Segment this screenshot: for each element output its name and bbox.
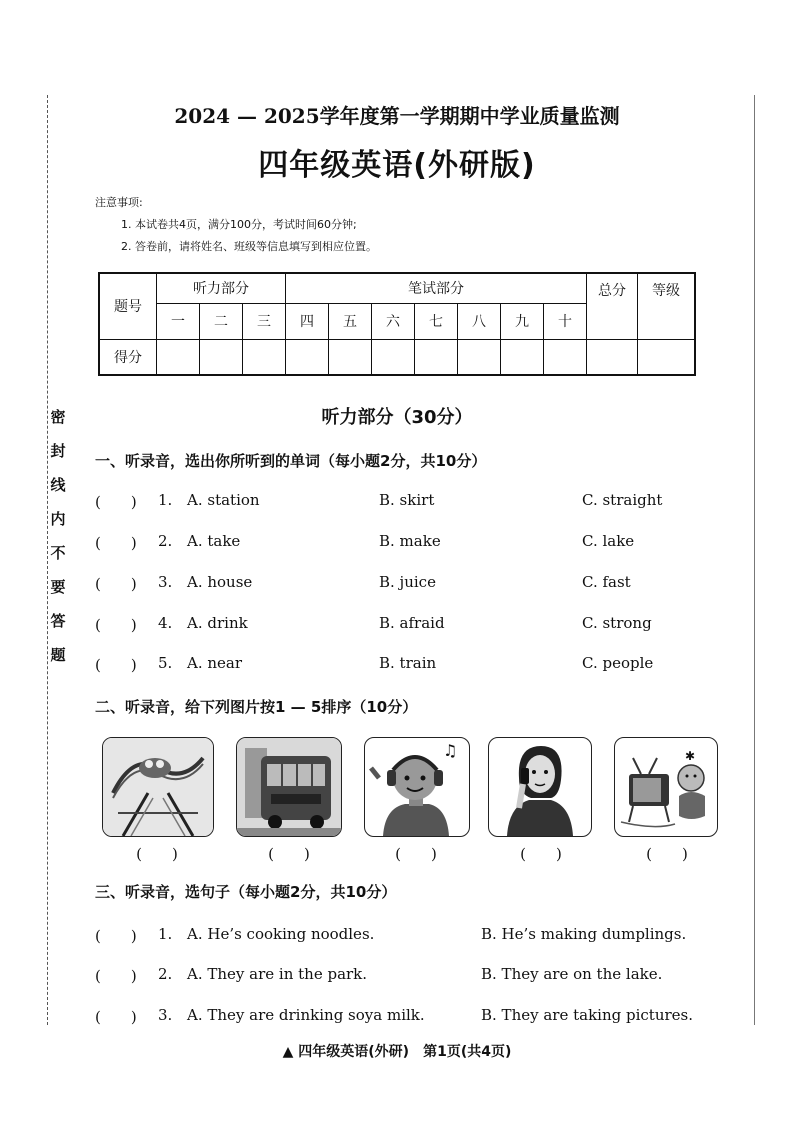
seal-char: 密 <box>50 408 66 426</box>
question-number: 2. <box>158 532 173 550</box>
col-header: 三 <box>243 303 286 339</box>
col-header: 一 <box>157 303 200 339</box>
answer-bracket[interactable]: ( ) <box>95 493 137 511</box>
question-number: 3. <box>158 1006 173 1024</box>
exam-subtitle: 四年级英语(外研版) <box>258 148 536 183</box>
svg-text:♫: ♫ <box>443 741 458 760</box>
group-written: 笔试部分 <box>286 273 587 303</box>
score-cell[interactable] <box>544 339 587 375</box>
score-cell[interactable] <box>329 339 372 375</box>
score-cell[interactable] <box>372 339 415 375</box>
seal-char: 答 <box>50 612 66 630</box>
answer-paren[interactable]: ( ) <box>395 845 437 863</box>
option-b: B. train <box>379 654 437 672</box>
part1-question <box>95 654 735 676</box>
answer-bracket[interactable]: ( ) <box>95 1008 137 1026</box>
score-cell[interactable] <box>200 339 243 375</box>
option-a: A. near <box>187 654 243 672</box>
option-a: A. station <box>187 491 260 509</box>
listening-heading: 听力部分（30分） <box>321 407 473 428</box>
option-a: A. They are in the park. <box>187 965 368 983</box>
option-b: B. He’s making dumplings. <box>481 925 687 943</box>
seal-char: 封 <box>50 442 66 460</box>
question-number: 5. <box>158 654 173 672</box>
answer-paren[interactable]: ( ) <box>520 845 562 863</box>
part3-question <box>95 965 735 987</box>
option-a: A. house <box>187 573 253 591</box>
notes <box>95 192 377 258</box>
picture-boy-listening-music <box>364 737 470 837</box>
question-number: 3. <box>158 573 173 591</box>
svg-text:✱: ✱ <box>685 749 696 763</box>
option-c: C. straight <box>582 491 663 509</box>
answer-bracket[interactable]: ( ) <box>95 534 137 552</box>
answer-bracket[interactable]: ( ) <box>95 967 137 985</box>
col-header: 六 <box>372 303 415 339</box>
part3-question <box>95 1006 735 1028</box>
answer-bracket[interactable]: ( ) <box>95 656 137 674</box>
page-footer <box>0 1041 794 1061</box>
part1-question <box>95 491 735 513</box>
exam-title: 2024 — 2025学年度第一学期期中学业质量监测 <box>174 104 620 128</box>
question-number: 1. <box>158 491 173 509</box>
option-b: B. juice <box>379 573 436 591</box>
option-b: B. afraid <box>379 614 445 632</box>
row-label-question: 题号 <box>99 273 157 339</box>
answer-bracket[interactable]: ( ) <box>95 616 137 634</box>
row-label-score: 得分 <box>99 339 157 375</box>
col-header: 二 <box>200 303 243 339</box>
option-b: B. make <box>379 532 441 550</box>
notes-item: 1. 本试卷共4页，满分100分，考试时间60分钟; <box>121 218 357 231</box>
part3-heading: 三、听录音，选句子（每小题2分，共10分） <box>95 883 397 901</box>
part3-question <box>95 925 735 947</box>
question-number: 2. <box>158 965 173 983</box>
group-listening: 听力部分 <box>157 273 286 303</box>
warning-triangle-icon: ▲ <box>282 1044 294 1060</box>
option-a: A. drink <box>187 614 248 632</box>
total-header: 总分 <box>587 273 638 339</box>
option-a: A. They are drinking soya milk. <box>187 1006 425 1024</box>
part1-question <box>95 614 735 636</box>
option-c: C. people <box>582 654 654 672</box>
col-header: 四 <box>286 303 329 339</box>
grade-cell[interactable] <box>638 339 696 375</box>
page-border-right <box>754 95 755 1025</box>
score-cell[interactable] <box>501 339 544 375</box>
score-cell[interactable] <box>458 339 501 375</box>
option-a: A. He’s cooking noodles. <box>187 925 375 943</box>
grade-header: 等级 <box>638 273 696 339</box>
seal-char: 内 <box>50 510 66 528</box>
notes-item: 2. 答卷前，请将姓名、班级等信息填写到相应位置。 <box>121 240 377 253</box>
part1-question <box>95 573 735 595</box>
answer-bracket[interactable]: ( ) <box>95 575 137 593</box>
question-number: 4. <box>158 614 173 632</box>
score-cell[interactable] <box>243 339 286 375</box>
score-table <box>98 272 696 376</box>
seal-char: 题 <box>50 646 66 664</box>
option-c: C. strong <box>582 614 652 632</box>
seal-char: 不 <box>50 544 66 562</box>
seal-char: 线 <box>50 476 66 494</box>
answer-bracket[interactable]: ( ) <box>95 927 137 945</box>
col-header: 八 <box>458 303 501 339</box>
option-b: B. skirt <box>379 491 435 509</box>
answer-paren[interactable]: ( ) <box>268 845 310 863</box>
answer-paren[interactable]: ( ) <box>646 845 688 863</box>
part1-heading: 一、听录音，选出你所听到的单词（每小题2分，共10分） <box>95 452 487 470</box>
col-header: 七 <box>415 303 458 339</box>
notes-heading: 注意事项: <box>95 196 143 209</box>
option-b: B. They are on the lake. <box>481 965 663 983</box>
binding-seal-text <box>46 400 70 672</box>
part1-question <box>95 532 735 554</box>
answer-paren[interactable]: ( ) <box>136 845 178 863</box>
picture-woman-on-phone <box>488 737 592 837</box>
option-b: B. They are taking pictures. <box>481 1006 693 1024</box>
seal-char: 要 <box>50 578 66 596</box>
col-header: 十 <box>544 303 587 339</box>
total-cell[interactable] <box>587 339 638 375</box>
part2-heading: 二、听录音，给下列图片按1 — 5排序（10分） <box>95 698 418 716</box>
option-c: C. lake <box>582 532 635 550</box>
score-cell[interactable] <box>415 339 458 375</box>
score-cell[interactable] <box>157 339 200 375</box>
option-a: A. take <box>187 532 241 550</box>
col-header: 九 <box>501 303 544 339</box>
question-number: 1. <box>158 925 173 943</box>
picture-child-watching-tv <box>614 737 718 837</box>
col-header: 五 <box>329 303 372 339</box>
score-cell[interactable] <box>286 339 329 375</box>
picture-roller-coaster <box>102 737 214 837</box>
footer-text: 四年级英语(外研) 第1页(共4页) <box>298 1044 512 1060</box>
picture-bus <box>236 737 342 837</box>
option-c: C. fast <box>582 573 631 591</box>
